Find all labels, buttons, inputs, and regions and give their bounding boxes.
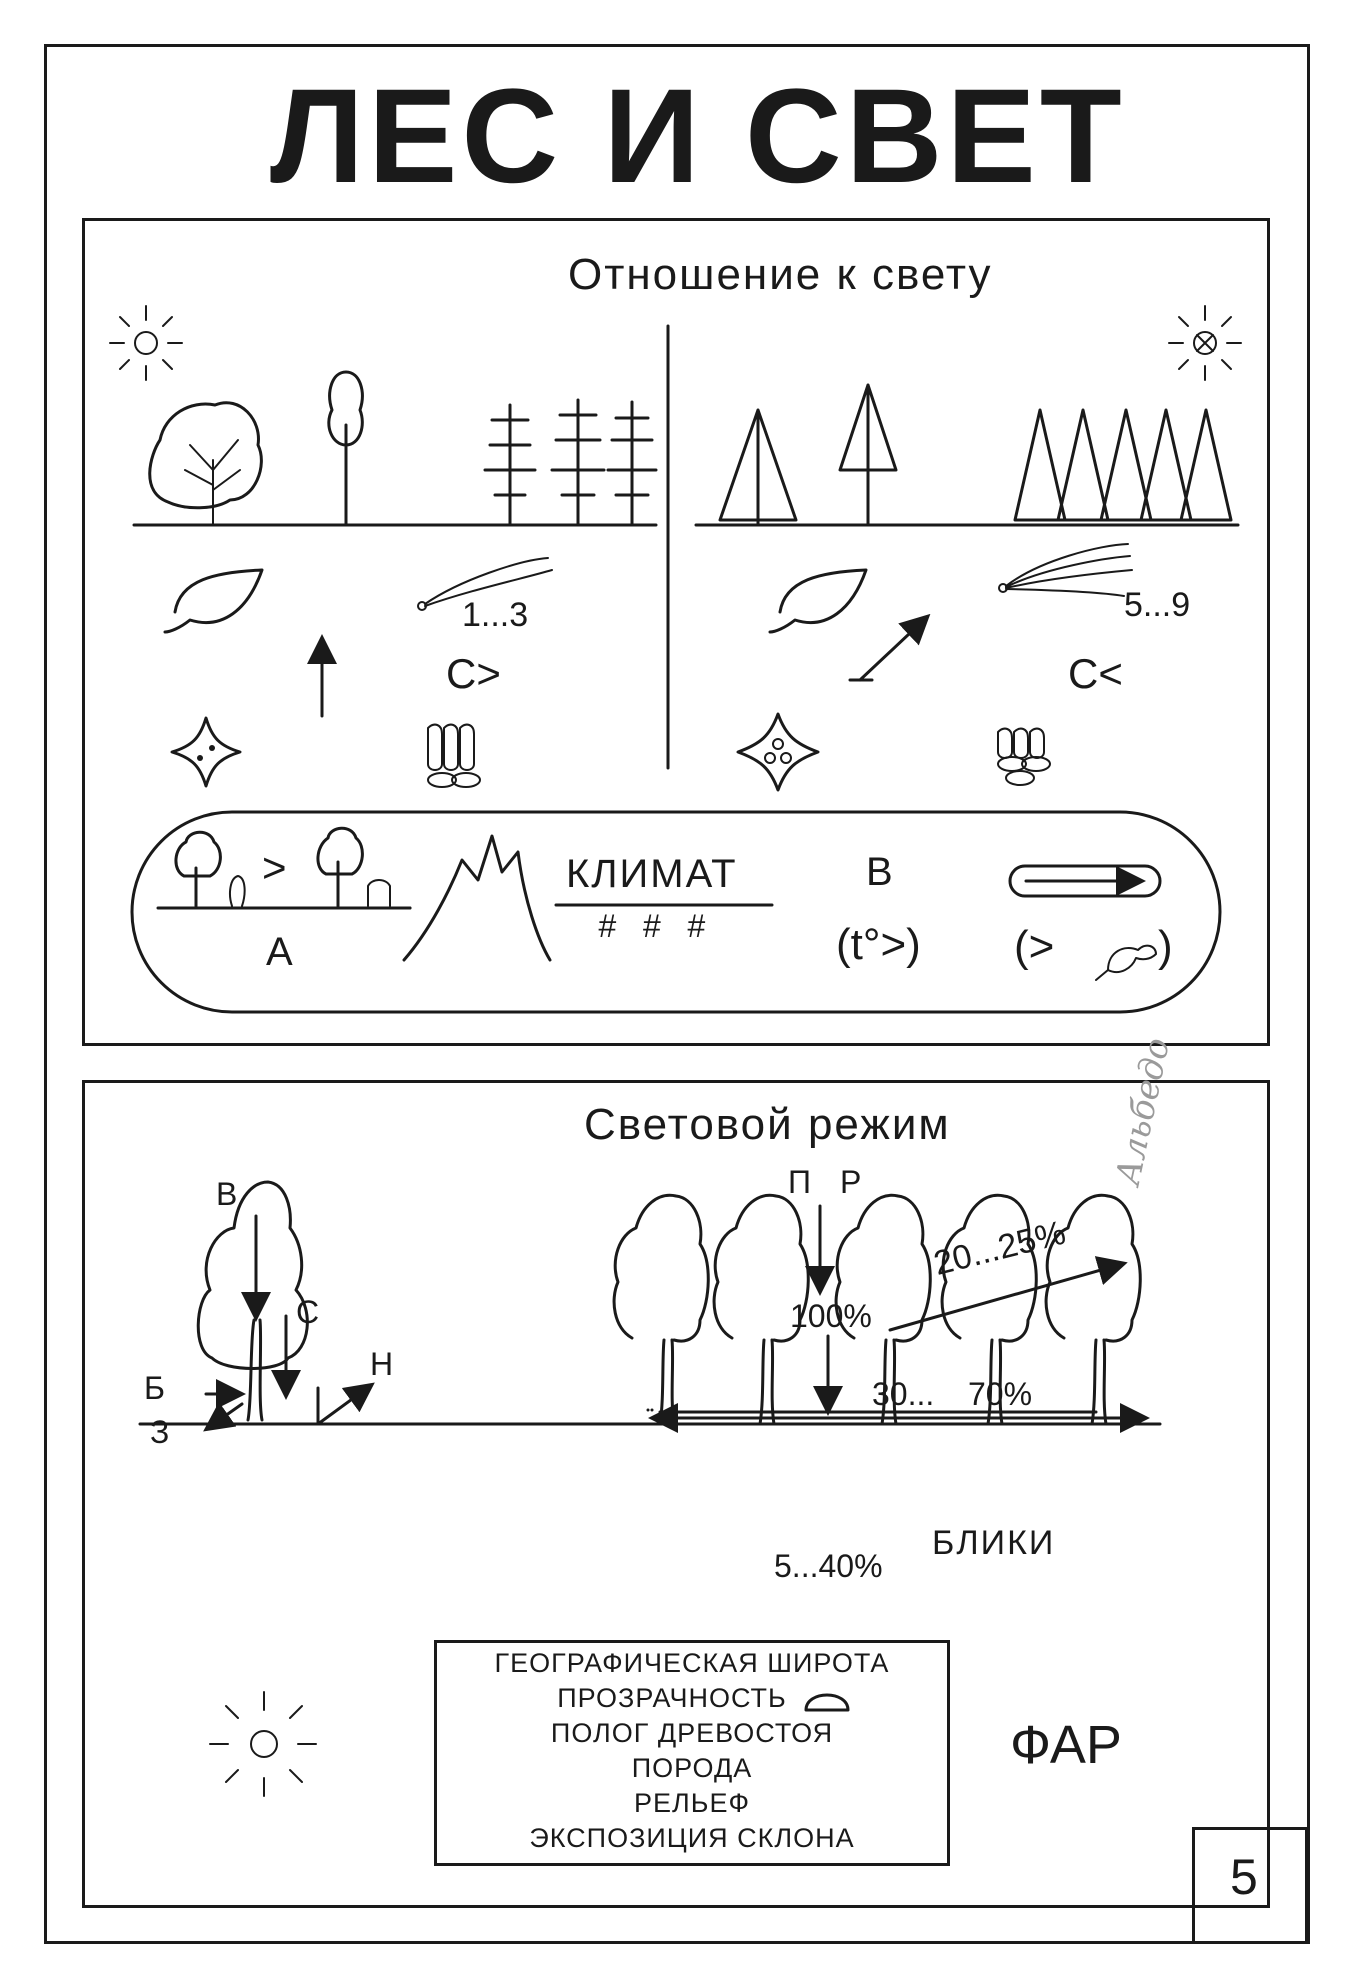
climate-label: КЛИМАТ (566, 852, 738, 896)
factor-transparency: ПРОЗРАЧНОСТЬ (557, 1683, 787, 1713)
factor-species: ПОРОДА (631, 1753, 753, 1783)
label-b: B (866, 850, 893, 894)
label-100-percent: 100% (790, 1298, 872, 1334)
label-s: С (296, 1294, 320, 1330)
page-number: 5 (1230, 1849, 1258, 1905)
factor-canopy: ПОЛОГ ДРЕВОСТОЯ (550, 1718, 834, 1748)
label-bliki: БЛИКИ (932, 1524, 1056, 1562)
factor-relief: РЕЛЬЕФ (634, 1788, 750, 1818)
wind-effect-label-open: (> (1014, 922, 1055, 971)
heading-light-regime: Световой режим (584, 1100, 951, 1149)
wind-effect-label-close: ) (1158, 922, 1173, 971)
label-canopy-range: 30... (872, 1376, 935, 1412)
far-label: ФАР (1010, 1715, 1122, 1775)
label-a: A (266, 930, 293, 974)
c-greater-label: C> (446, 650, 501, 697)
c-less-label: C< (1068, 650, 1123, 697)
greater-sign: > (262, 844, 287, 891)
label-z: З (150, 1414, 170, 1450)
label-n: Н (370, 1346, 394, 1382)
factor-latitude: ГЕОГРАФИЧЕСКАЯ ШИРОТА (494, 1648, 890, 1678)
needles-count-right: 5...9 (1124, 586, 1191, 624)
factors-list (434, 1646, 950, 1856)
needles-count-left: 1...3 (462, 596, 529, 634)
label-r: Р (840, 1164, 862, 1200)
label-v: В (216, 1176, 238, 1212)
temperature-label: (t°>) (836, 920, 921, 969)
albedo-pencil-note: Альбедо (1108, 1034, 1179, 1189)
climate-marks: # # # (598, 908, 705, 944)
factor-exposure: ЭКСПОЗИЦИЯ СКЛОНА (529, 1823, 855, 1853)
label-p: П (788, 1164, 811, 1200)
heading-light-relation: Отношение к свету (568, 250, 993, 299)
page-title: ЛЕС И СВЕТ (270, 62, 1126, 211)
label-under-range: 5...40% (774, 1548, 883, 1584)
label-b-side: Б (144, 1370, 165, 1406)
label-canopy-70: 70% (968, 1376, 1033, 1412)
label-reflected: 20...25% (930, 1213, 1070, 1283)
